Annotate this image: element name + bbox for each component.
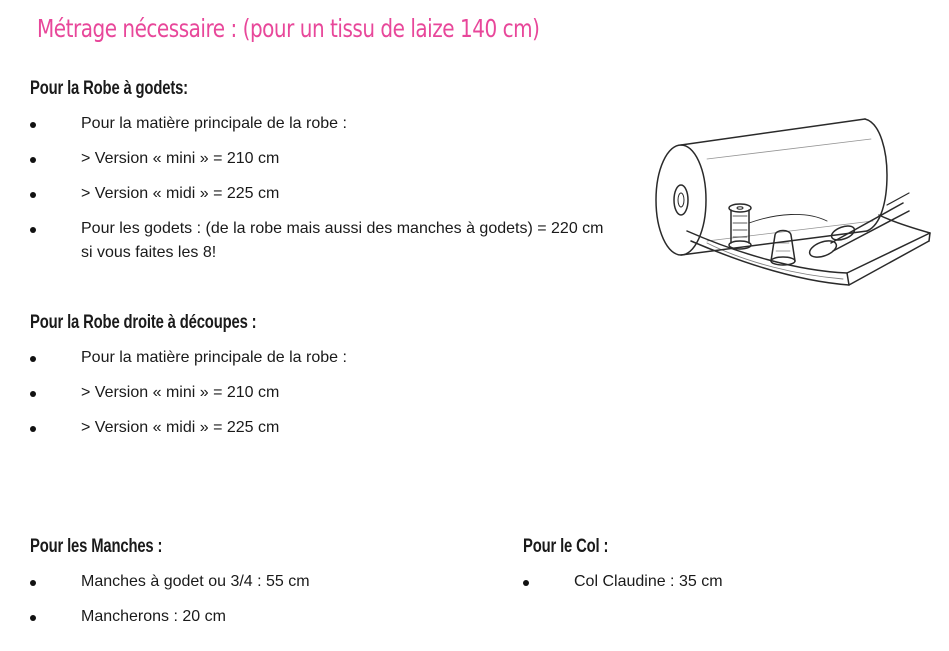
bullet-icon <box>30 122 36 128</box>
thread-spool-icon <box>729 204 751 249</box>
list-item: Manches à godet ou 3/4 : 55 cm <box>30 570 450 594</box>
fabric-roll-illustration <box>647 113 939 293</box>
list-item: > Version « midi » = 225 cm <box>30 182 630 206</box>
page-title: Métrage nécessaire : (pour un tissu de laize 140 cm) <box>37 14 540 43</box>
section-heading-col: Pour le Col : <box>523 536 609 557</box>
list-item: Mancherons : 20 cm <box>30 605 450 629</box>
list-item: Pour la matière principale de la robe : <box>30 346 630 370</box>
bullet-icon <box>30 391 36 397</box>
list-item: Pour la matière principale de la robe : <box>30 112 630 136</box>
list-col <box>523 570 903 594</box>
bullet-icon <box>30 192 36 198</box>
list-robe-droite <box>30 346 630 440</box>
bullet-icon <box>30 615 36 621</box>
list-item: Pour les godets : (de la robe mais aussi des manches à godets) = 220 cm si vous faites les 8! <box>30 217 630 265</box>
section-heading-robe-godets: Pour la Robe à godets: <box>30 78 188 99</box>
section-heading-robe-droite: Pour la Robe droite à découpes : <box>30 312 257 333</box>
list-item: > Version « midi » = 225 cm <box>30 416 630 440</box>
bullet-icon <box>30 356 36 362</box>
list-item: Col Claudine : 35 cm <box>523 570 903 594</box>
list-manches <box>30 570 450 629</box>
bullet-icon <box>30 227 36 233</box>
thimble-icon <box>771 231 795 266</box>
bullet-icon <box>30 157 36 163</box>
bullet-icon <box>523 580 529 586</box>
section-heading-manches: Pour les Manches : <box>30 536 163 557</box>
list-robe-godets <box>30 112 630 265</box>
bullet-icon <box>30 426 36 432</box>
list-item: > Version « mini » = 210 cm <box>30 147 630 171</box>
bullet-icon <box>30 580 36 586</box>
list-item: > Version « mini » = 210 cm <box>30 381 630 405</box>
